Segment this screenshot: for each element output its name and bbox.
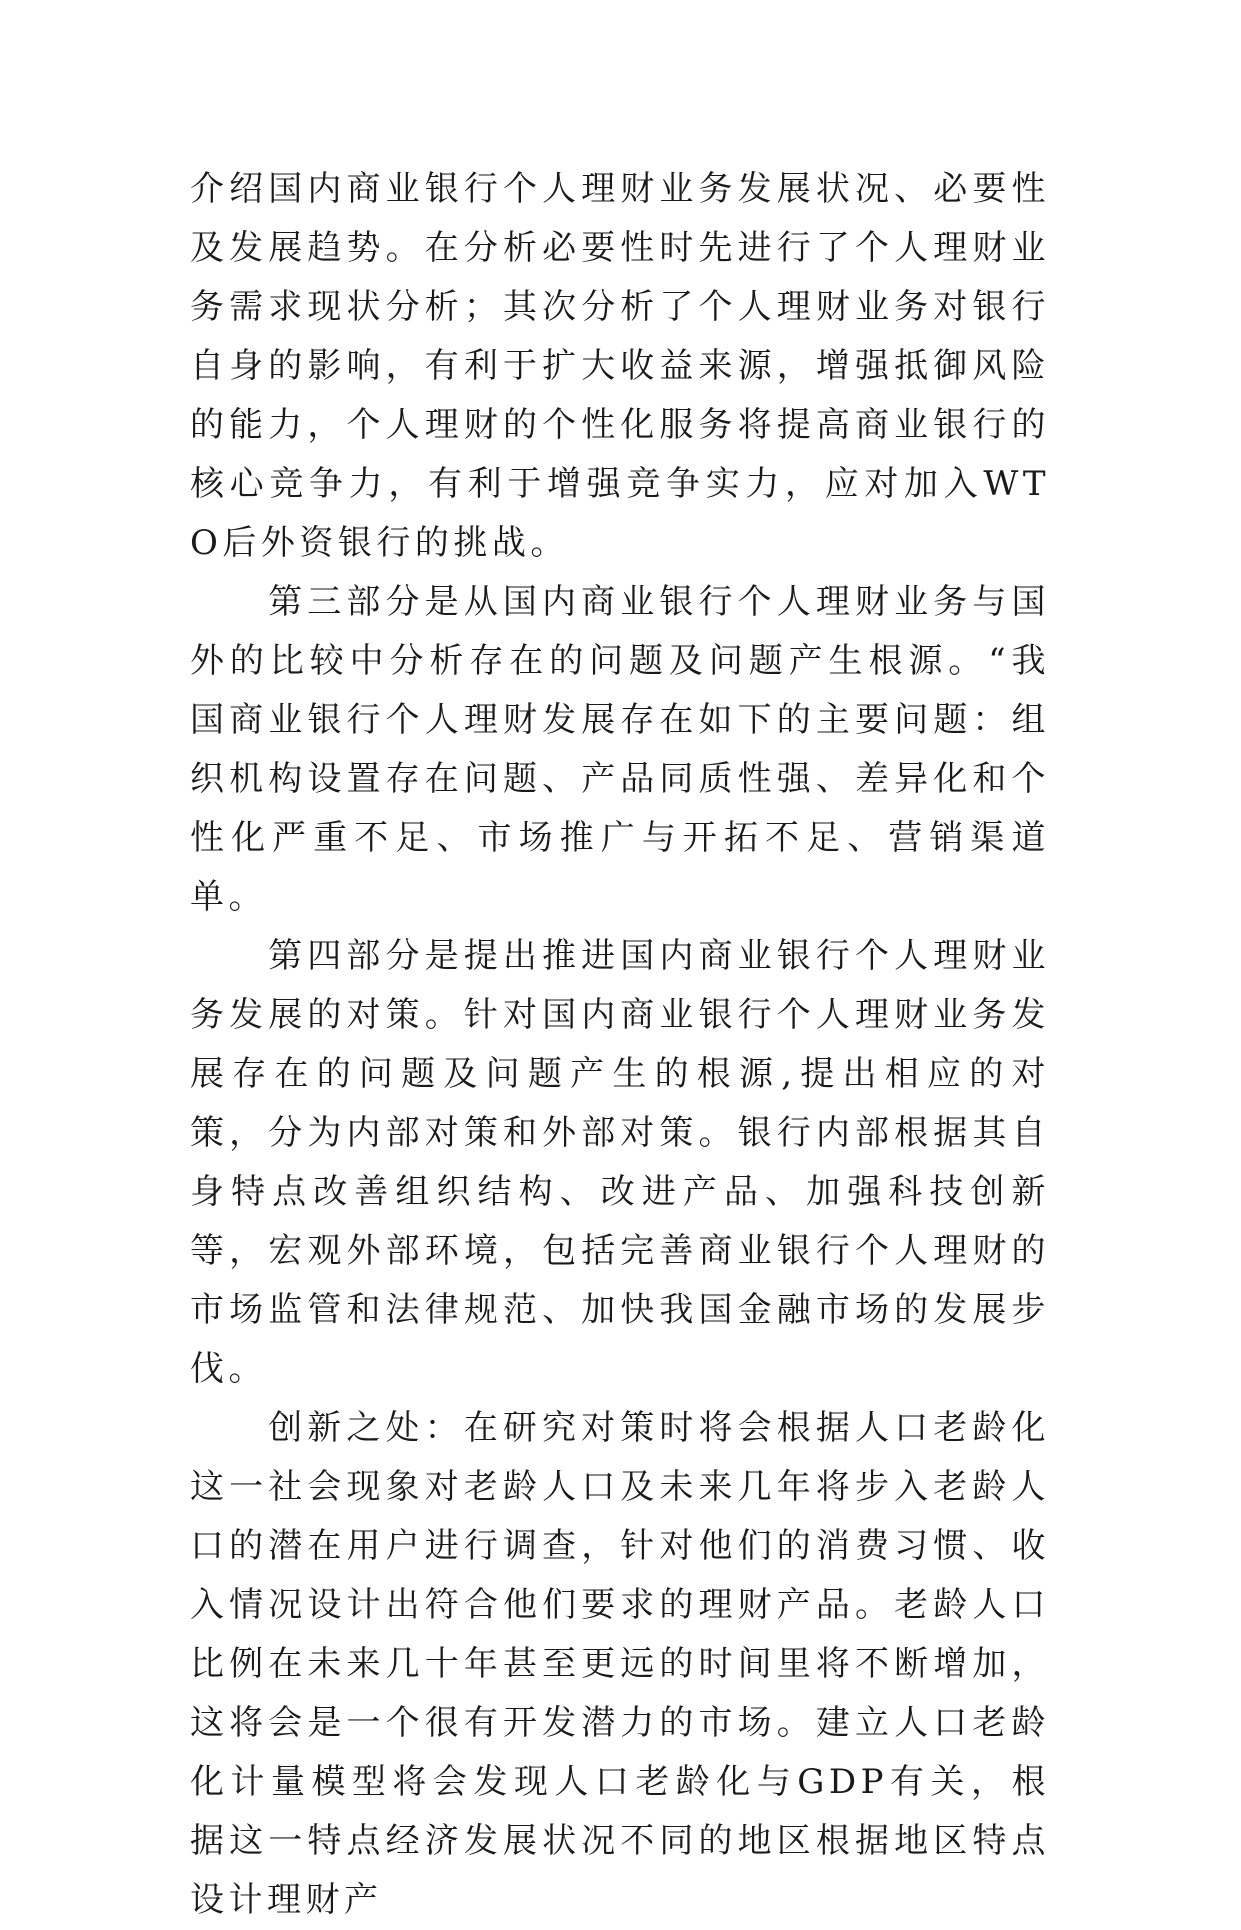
paragraph-innovation: 创新之处：在研究对策时将会根据人口老龄化这一社会现象对老龄人口及未来几年将步入老龄人口的潜在用户进行调查，针对他们的消费习惯、收入情况设计出符合他们要求的理财产品。老龄人口比例在未来几十年甚至更远的时间里将不断增加，这将会是一个很有开发潜力的市场。建立人口老龄化计量模型将会发现人口老龄化与GDP有关，根据这一特点经济发展状况不同的地区根据地区特点设计理财产 — [190, 1408, 1050, 1920]
document-body — [190, 160, 1050, 1930]
paragraph-continuation: 介绍国内商业银行个人理财业务发展状况、必要性及发展趋势。在分析必要性时先进行了个人理财业务需求现状分析；其次分析了个人理财业务对银行自身的影响，有利于扩大收益来源，增强抵御风险的能力，个人理财的个性化服务将提高商业银行的核心竞争力，有利于增强竞争实力，应对加入WTO后外资银行的挑战。 — [190, 169, 1050, 563]
paragraph-part-three: 第三部分是从国内商业银行个人理财业务与国外的比较中分析存在的问题及问题产生根源。“我国商业银行个人理财发展存在如下的主要问题：组织机构设置存在问题、产品同质性强、差异化和个性化严重不足、市场推广与开拓不足、营销渠道单。 — [190, 582, 1050, 917]
paragraph-part-four: 第四部分是提出推进国内商业银行个人理财业务发展的对策。针对国内商业银行个人理财业务发展存在的问题及问题产生的根源,提出相应的对策，分为内部对策和外部对策。银行内部根据其自身特点改善组织结构、改进产品、加强科技创新等，宏观外部环境，包括完善商业银行个人理财的市场监管和法律规范、加快我国金融市场的发展步伐。 — [190, 936, 1050, 1389]
